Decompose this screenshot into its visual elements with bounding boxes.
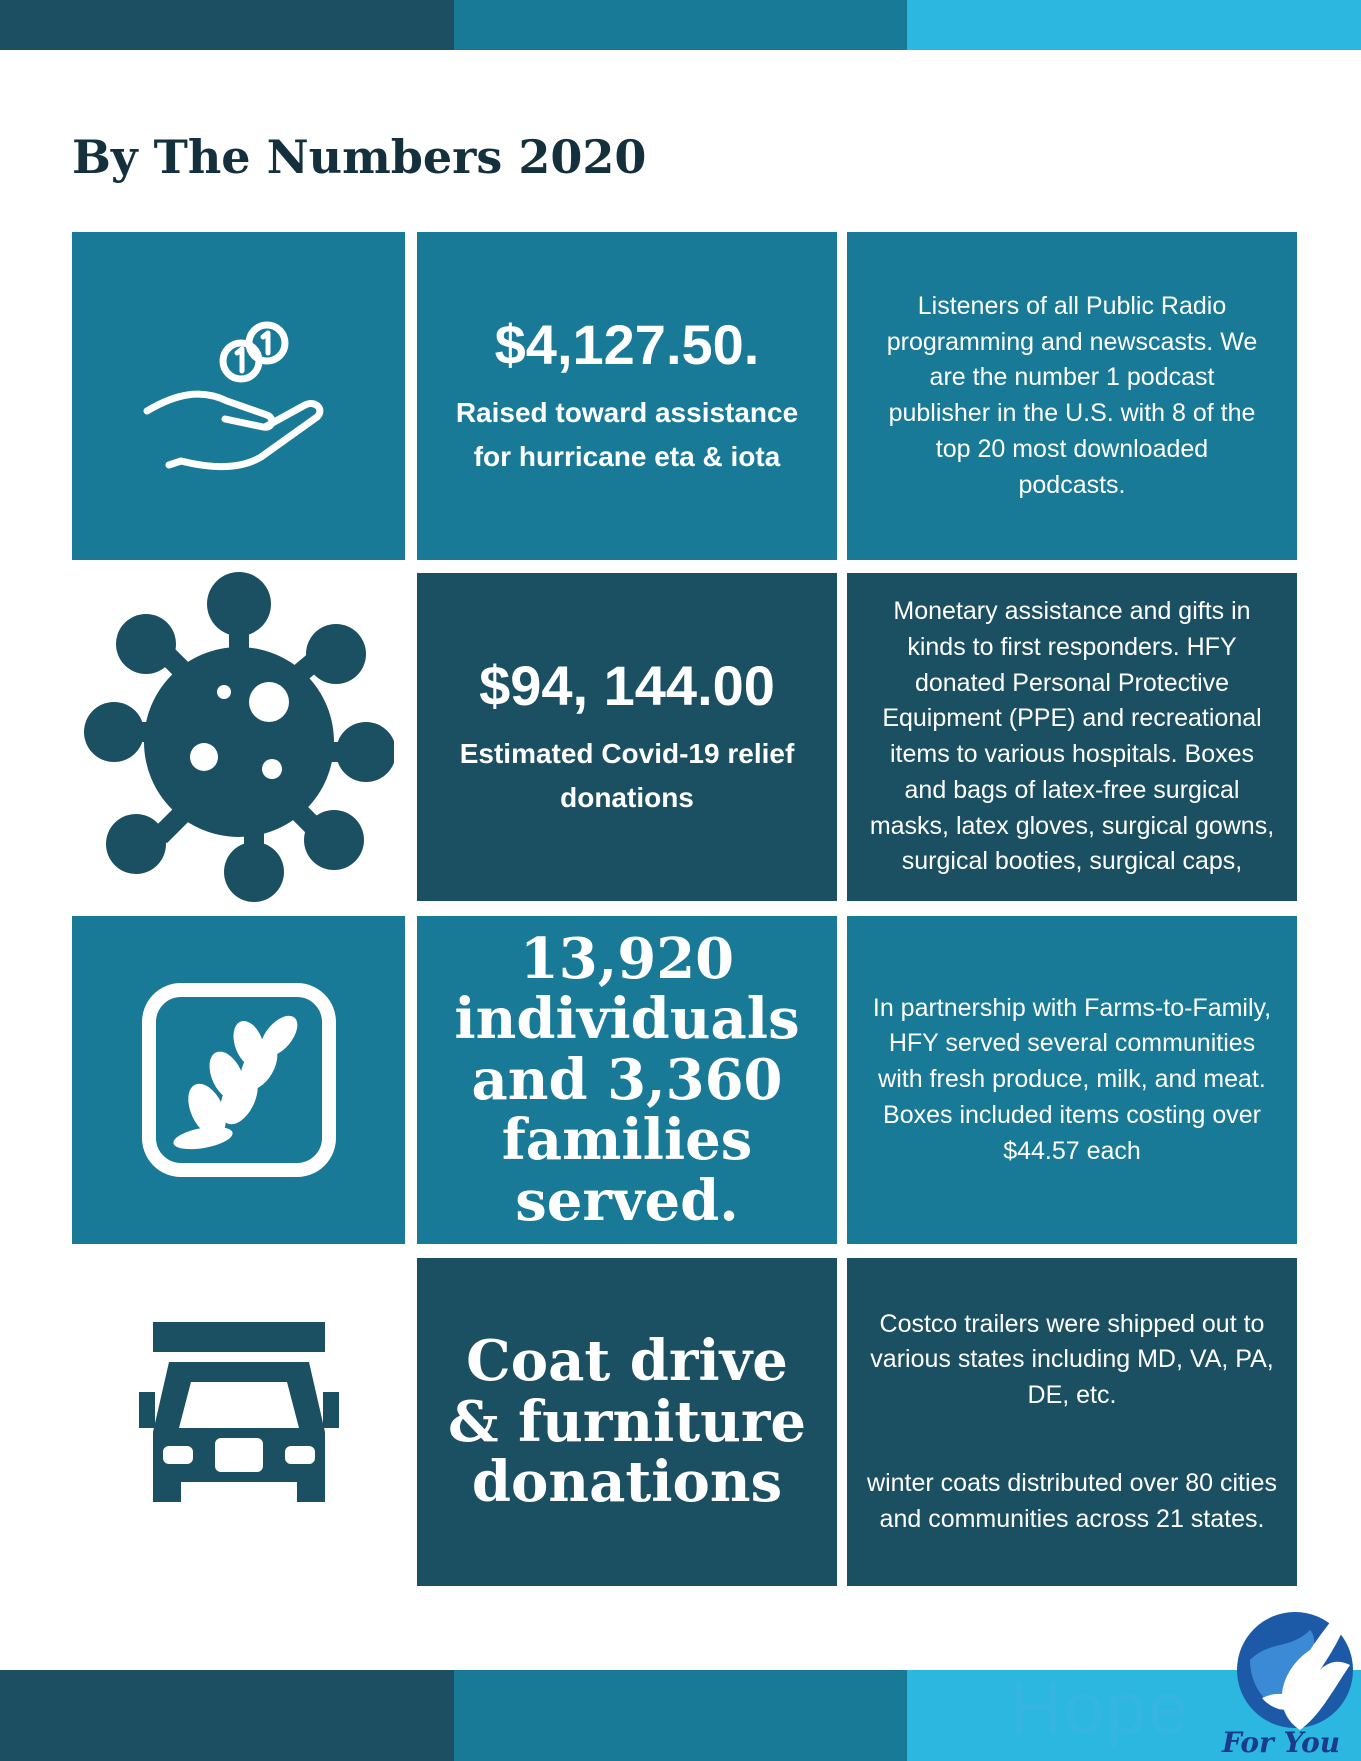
stat-cell-covid <box>417 573 837 901</box>
stat-caption: Raised toward assistance for hurricane eta & iota <box>455 397 799 472</box>
desc-cell-farms <box>847 916 1297 1244</box>
description-text: In partnership with Farms-to-Family, HFY served several communities with fresh produce, milk, and meat. Boxes included items costing over $44.57 each <box>872 993 1272 1165</box>
description-text: Monetary assistance and gifts in kinds to first responders. HFY donated Personal Protective Equipment (PPE) and recreational items to various hospitals. Boxes and bags of latex-free surgical masks, latex gloves, surgical gowns, surgical booties, surgical caps, <box>869 597 1275 876</box>
hand-coins-icon <box>139 311 339 481</box>
stat-value: $94, 144.00 <box>479 653 775 717</box>
icon-cell-hand-coins <box>72 232 405 560</box>
description-text: winter coats distributed over 80 cities and communities across 21 states. <box>867 1468 1277 1533</box>
virus-icon <box>84 572 394 902</box>
logo-wordmark: Hope <box>1010 1669 1191 1749</box>
desc-cell-ppe <box>847 573 1297 901</box>
stat-cell-hurricane <box>417 232 837 560</box>
page-title: By The Numbers 2020 <box>72 130 647 184</box>
icon-cell-wheat <box>72 916 405 1244</box>
stat-value: Coat drive & furniture donations <box>447 1328 807 1516</box>
stat-value: 13,920 individuals and 3,360 families served. <box>454 925 800 1234</box>
truck-icon <box>139 1322 339 1522</box>
icon-cell-truck <box>72 1258 405 1586</box>
stat-caption: Estimated Covid-19 relief donations <box>459 738 795 813</box>
icon-cell-virus <box>72 573 405 901</box>
desc-cell-costco <box>847 1258 1297 1586</box>
logo-tagline: For You <box>1222 1726 1341 1759</box>
top-color-band <box>0 0 1361 50</box>
stat-value: $4,127.50. <box>494 312 760 376</box>
description-text: Costco trailers were shipped out to various states including MD, VA, PA, DE, etc. <box>870 1309 1274 1410</box>
stat-cell-families <box>417 916 837 1244</box>
stat-cell-coat-drive <box>417 1258 837 1586</box>
description-text: Listeners of all Public Radio programming and newscasts. We are the number 1 podcast publisher in the U.S. with 8 of the top 20 most downloaded podcasts. <box>886 291 1258 499</box>
wheat-icon <box>139 980 339 1180</box>
desc-cell-podcasts <box>847 232 1297 560</box>
